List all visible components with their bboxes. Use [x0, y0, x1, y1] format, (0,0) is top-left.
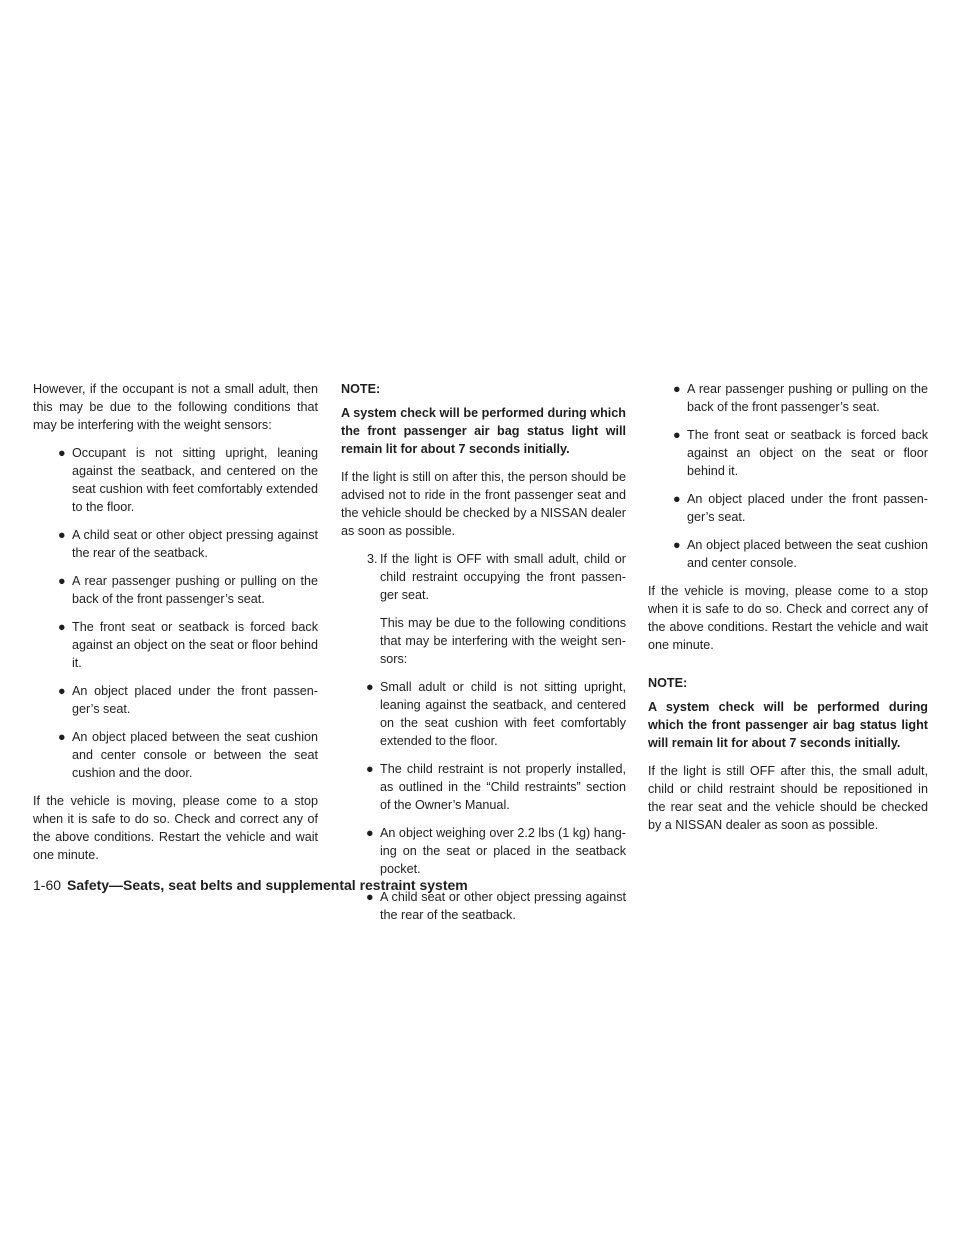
numbered-item-subtext: This may be due to the following conditions that may be interfering with the weight sen-sors:: [380, 616, 626, 666]
bullet-icon: ●: [58, 684, 66, 698]
numbered-item-3: 3. If the light is OFF with small adult, child or child restraint occupying the front passen-ger seat.: [367, 552, 626, 602]
bullet-icon: ●: [673, 538, 681, 552]
text-column-2: [341, 380, 626, 934]
note-text: A system check will be performed during which the front passenger air bag status light will remain lit for about 7 seconds initially.: [341, 406, 626, 456]
list-item: ● An object weighing over 2.2 lbs (1 kg) hang-ing on the seat or placed in the seatback pocket.: [366, 826, 626, 876]
paragraph: If the light is still on after this, the person should be advised not to ride in the front passenger seat and the vehicle should be checked by a NISSAN dealer as soon as possible.: [341, 470, 626, 538]
section-title: Safety—Seats, seat belts and supplemental restraint system: [67, 877, 468, 893]
bullet-icon: ●: [366, 826, 374, 840]
paragraph: If the vehicle is moving, please come to a stop when it is safe to do so. Check and correct any of the above conditions. Restart the vehicle and wait one minute.: [648, 584, 928, 652]
list-item: ● An object placed between the seat cushion and center console or between the seat cushion and the door.: [58, 730, 318, 780]
note-label: NOTE:: [648, 676, 688, 690]
bullet-icon: ●: [673, 492, 681, 506]
bullet-icon: ●: [673, 382, 681, 396]
list-item: ● A rear passenger pushing or pulling on the back of the front passenger’s seat.: [673, 382, 928, 414]
bullet-icon: ●: [58, 574, 66, 588]
text-column-1: [33, 380, 318, 874]
bullet-icon: ●: [366, 890, 374, 904]
note-text: A system check will be performed during which the front passenger air bag status light will remain lit for about 7 seconds initially.: [648, 700, 928, 750]
list-item: ● An object placed under the front passen-ger’s seat.: [58, 684, 318, 716]
list-item: ● A child seat or other object pressing against the rear of the seatback.: [366, 890, 626, 922]
paragraph: If the light is still OFF after this, the small adult, child or child restraint should be repositioned in the rear seat and the vehicle should be checked by a NISSAN dealer as soon as possible.: [648, 764, 928, 832]
bullet-icon: ●: [58, 528, 66, 542]
page-footer: [33, 876, 468, 894]
list-item: ● A child seat or other object pressing against the rear of the seatback.: [58, 528, 318, 560]
text-column-3: [648, 380, 928, 844]
bullet-icon: ●: [366, 762, 374, 776]
list-item: ● The front seat or seatback is forced back against an object on the seat or floor behind it.: [58, 620, 318, 670]
list-item: ● An object placed between the seat cushion and center console.: [673, 538, 928, 570]
bullet-icon: ●: [673, 428, 681, 442]
item-number: 3.: [367, 552, 378, 566]
list-item: ● An object placed under the front passen-ger’s seat.: [673, 492, 928, 524]
paragraph-outro: If the vehicle is moving, please come to a stop when it is safe to do so. Check and correct any of the above conditions. Restart the vehicle and wait one minute.: [33, 794, 318, 862]
bullet-icon: ●: [366, 680, 374, 694]
paragraph-intro: However, if the occupant is not a small adult, then this may be due to the following conditions that may be interfering with the weight sensors:: [33, 382, 318, 432]
list-item: ● A rear passenger pushing or pulling on the back of the front passenger’s seat.: [58, 574, 318, 606]
list-item: ● The child restraint is not properly installed, as outlined in the “Child restraints” section of the Owner’s Manual.: [366, 762, 626, 812]
list-item: ● The front seat or seatback is forced back against an object on the seat or floor behind it.: [673, 428, 928, 478]
bullet-icon: ●: [58, 620, 66, 634]
bullet-icon: ●: [58, 446, 66, 460]
bullet-icon: ●: [58, 730, 66, 744]
list-item: ● Occupant is not sitting upright, leaning against the seatback, and centered on the seat cushion with feet comfortably extended to the floor.: [58, 446, 318, 514]
note-label: NOTE:: [341, 382, 381, 396]
page-number: 1-60: [33, 877, 62, 893]
list-item: ● Small adult or child is not sitting upright, leaning against the seatback, and centered on the seat cushion with feet comfortably extended to the floor.: [366, 680, 626, 748]
